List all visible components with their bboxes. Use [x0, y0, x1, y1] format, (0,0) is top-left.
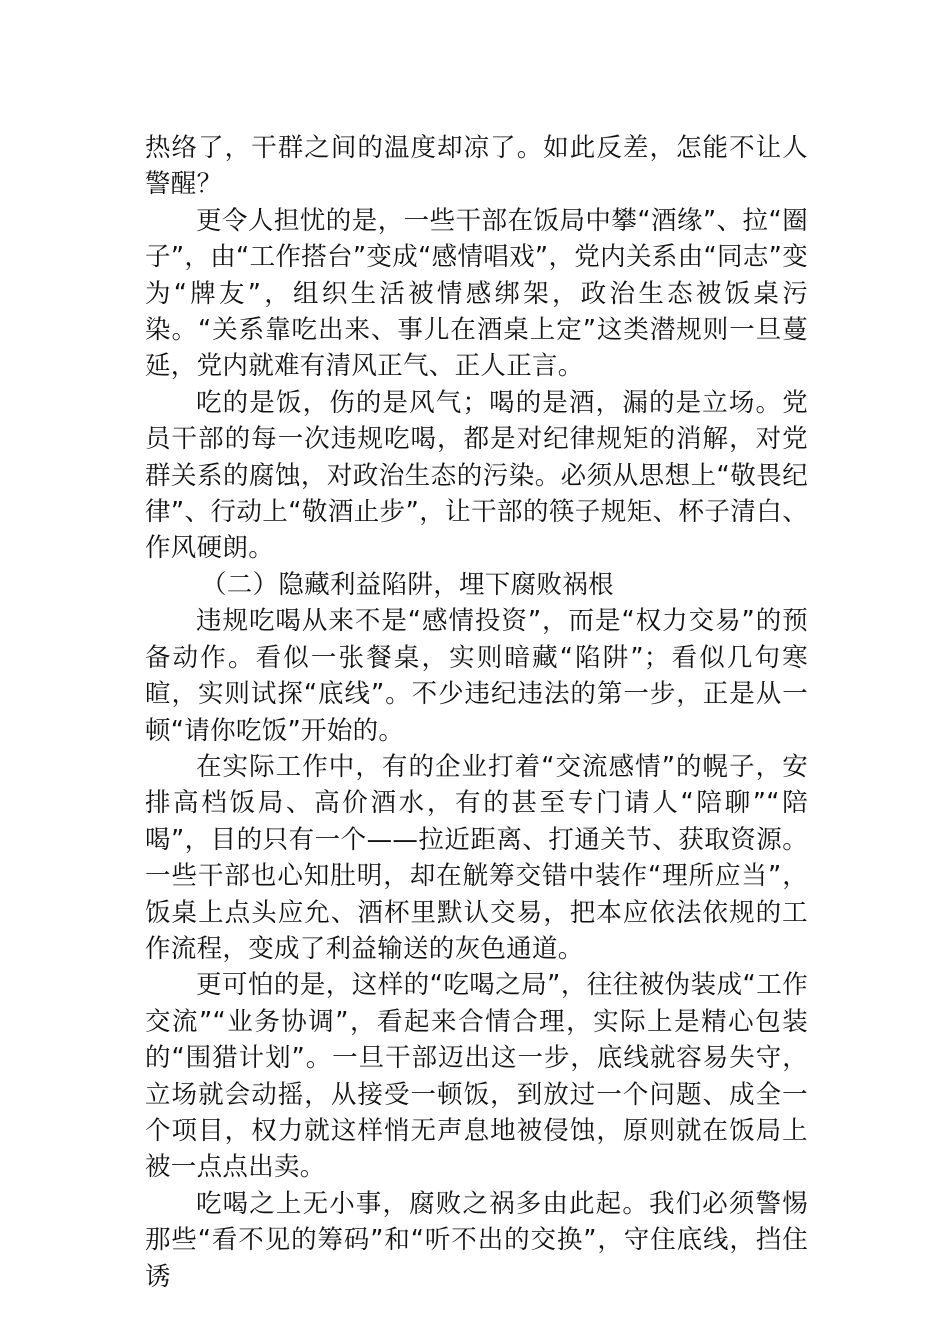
document-page	[145, 130, 808, 1295]
paragraph: 吃喝之上无小事，腐败之祸多由此起。我们必须警惕那些“看不见的筹码”和“听不出的交换”，守住底线，挡住诱	[145, 1188, 808, 1292]
paragraph: 更可怕的是，这样的“吃喝之局”，往往被伪装成“工作交流”“业务协调”，看起来合情合理，实际上是精心包装的“围猎计划”。一旦干部迈出这一步，底线就容易失守，立场就会动摇，从接受一顿饭，到放过一个问题、成全一个项目，权力就这样悄无声息地被侵蚀，原则就在饭局上被一点点出卖。	[145, 970, 808, 1183]
paragraph-continuation: 热络了，干群之间的温度却凉了。如此反差，怎能不让人警醒？	[145, 133, 808, 200]
paragraph: 在实际工作中，有的企业打着“交流感情”的幌子，安排高档饭局、高价酒水，有的甚至专门请人“陪聊”“陪喝”，目的只有一个——拉近距离、打通关节、获取资源。一些干部也心知肚明，却在觥筹交错中装作“理所应当”，饭桌上点头应允、酒杯里默认交易，把本应依法依规的工作流程，变成了利益输送的灰色通道。	[145, 751, 808, 964]
paragraph: 更令人担忧的是，一些干部在饭局中攀“酒缘”、拉“圈子”，由“工作搭台”变成“感情唱戏”，党内关系由“同志”变为“牌友”，组织生活被情感绑架，政治生态被饭桌污染。“关系靠吃出来、事儿在酒桌上定”这类潜规则一旦蔓延，党内就难有清风正气、正人正言。	[145, 205, 808, 382]
section-heading: （二）隐藏利益陷阱，埋下腐败祸根	[201, 569, 614, 600]
paragraph: 吃的是饭，伤的是风气；喝的是酒，漏的是立场。党员干部的每一次违规吃喝，都是对纪律规矩的消解，对党群关系的腐蚀，对政治生态的污染。必须从思想上“敬畏纪律”、行动上“敬酒止步”，让干部的筷子规矩、杯子清白、作风硬朗。	[145, 387, 808, 564]
paragraph: 违规吃喝从来不是“感情投资”，而是“权力交易”的预备动作。看似一张餐桌，实则暗藏“陷阱”；看似几句寒暄，实则试探“底线”。不少违纪违法的第一步，正是从一顿“请你吃饭”开始的。	[145, 606, 808, 746]
